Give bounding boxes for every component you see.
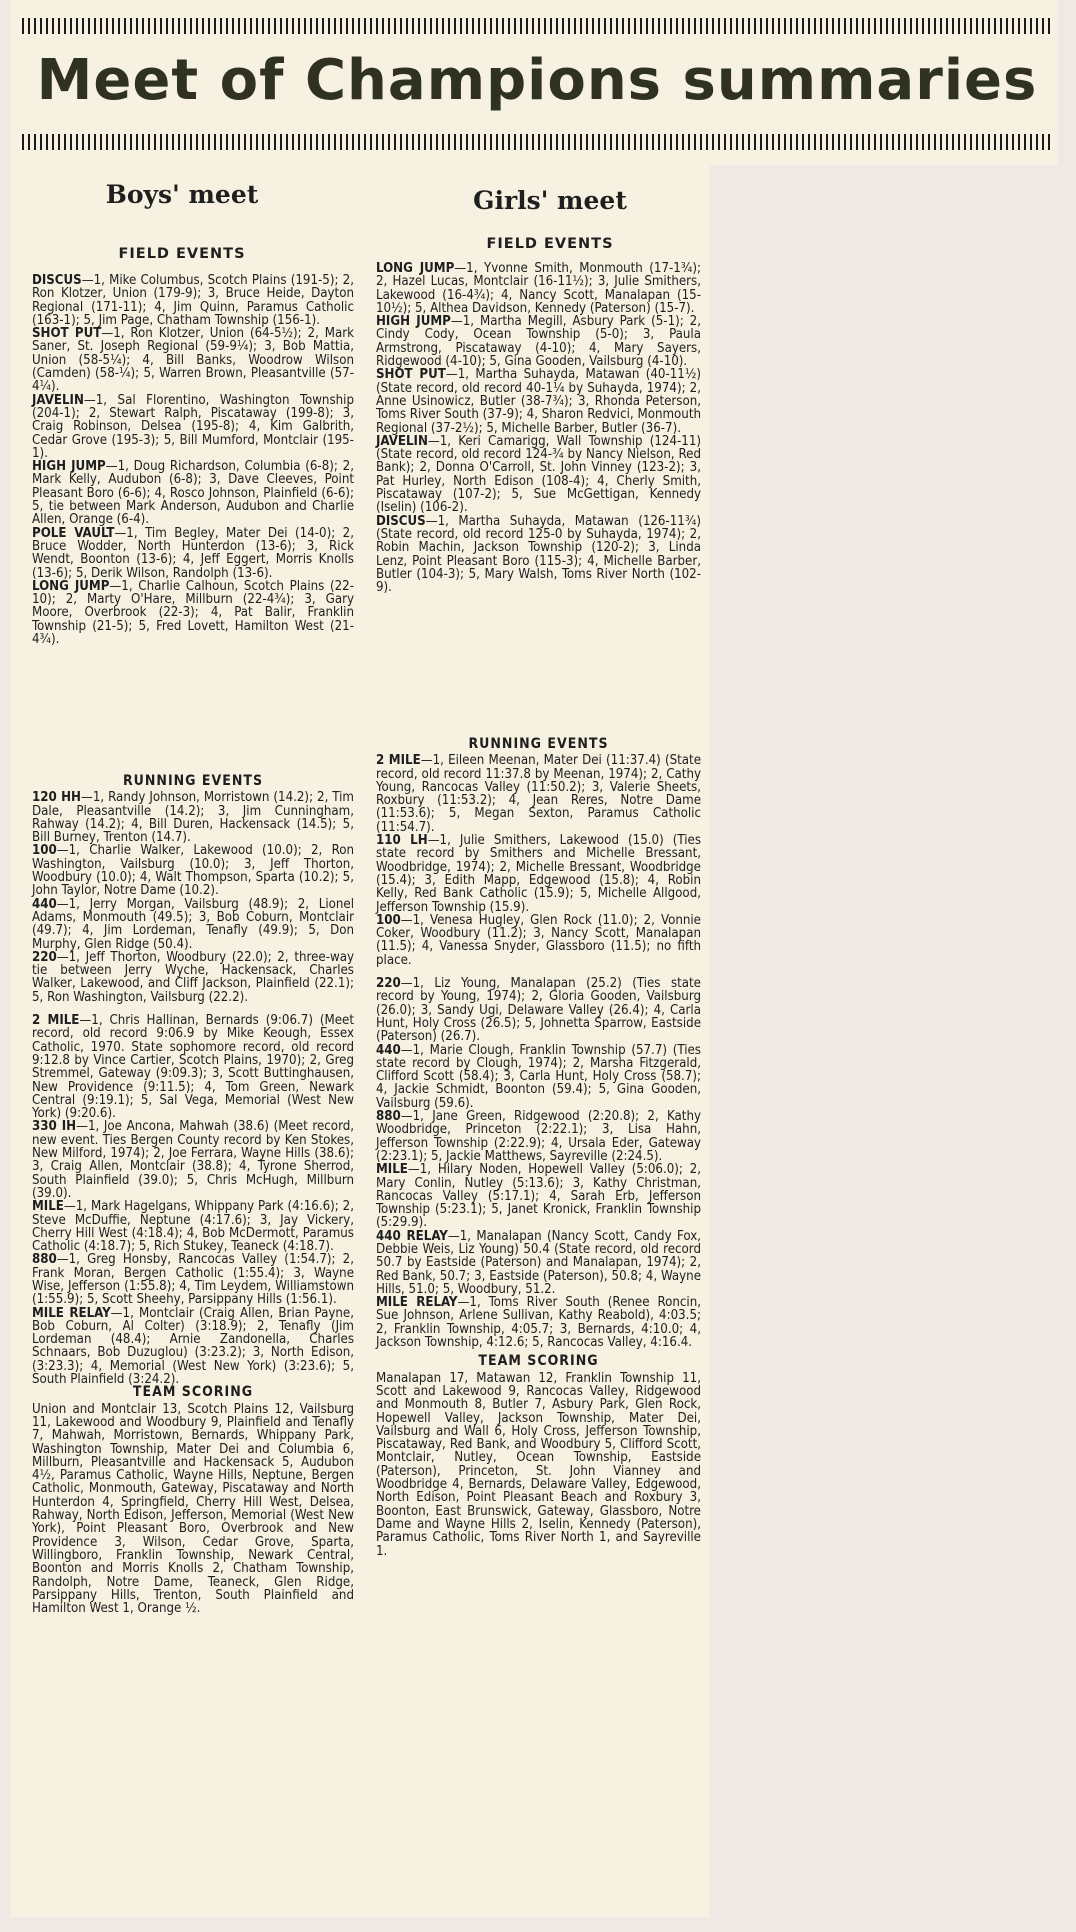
girls-running-events — [376, 754, 701, 1349]
event-results: —1, Mike Columbus, Scotch Plains (191-5); 2, Ron Klotzer, Union (179-9); 3, Bruce Heide, Dayton Regional (171-11); 4, Jim Quinn, Paramus Catholic (163-1); 5, Jim Page, Chatham Township (156-1). — [32, 273, 354, 328]
result-entry — [32, 951, 354, 1004]
event-results: —1, Keri Camarigg, Wall Township (124-11) (State record, old record 124-¾ by Nancy Nielson, Red Bank); 2, Donna O'Carroll, St. John Vinney (123-2); 3, Pat Hurley, North Edison (108-4); 4, Cherly Smith, Piscataway (107-2); 5, Sue McGettigan, Kennedy (Iselin) (106-2). — [376, 433, 701, 516]
result-entry — [32, 394, 354, 460]
event-name: MILE RELAY — [376, 1295, 458, 1311]
event-results: —1, Hilary Noden, Hopewell Valley (5:06.0); 2, Mary Conlin, Nutley (5:13.6); 3, Kathy Christman, Rancocas Valley (5:17.1); 4, Sarah Erb, Jefferson Township (5:23.1); 5, Janet Kronick, Franklin Township (5:29.9). — [376, 1162, 701, 1231]
event-results: —1, Tim Begley, Mater Dei (14-0); 2, Bruce Wodder, North Hunterdon (13-6); 3, Rick Wendt, Boonton (13-6); 4, Jeff Eggert, Morris Knolls (13-6); 5, Derik Wilson, Randolph (13-6). — [32, 525, 354, 581]
event-name: HIGH JUMP — [376, 314, 451, 330]
event-results: —1, Venesa Hugley, Glen Rock (11.0); 2, Vonnie Coker, Woodbury (11.2); 3, Nancy Scott, Manalapan (11.5); 4, Vanessa Snyder, Glassboro (11.5); no fifth place. — [376, 912, 701, 968]
event-results: —1, Martha Megill, Asbury Park (5-1); 2, Cindy Cody, Ocean Township (5-0); 3, Paula Armstrong, Piscataway (4-10); 4, Mary Sayers, Ridgewood (4-10); 5, Gina Gooden, Vailsburg (4-10). — [376, 314, 701, 370]
girls-field-head: FIELD EVENTS — [486, 236, 614, 252]
event-name: MILE — [376, 1162, 408, 1178]
event-results: —1, Montclair (Craig Allen, Brian Payne, Bob Coburn, Al Colter) (3:18.9); 2, Tenafly (Jim Lordeman (48.4); Arnie Zandonella, Charles Schnaars, Bob Duzuglou) (3:23.2); 3, North Edison, (3:23.3); 4, Memorial (West New York) (3:23.6); 5, South Plainfield (3:24.2). — [32, 1305, 354, 1388]
result-entry — [32, 580, 354, 646]
event-name: JAVELIN — [32, 392, 84, 408]
result-entry — [32, 1307, 354, 1387]
event-name: 330 IH — [32, 1119, 77, 1135]
event-results: —1, Greg Honsby, Rancocas Valley (1:54.7); 2, Frank Moran, Bergen Catholic (1:55.4); 3, Wayne Wise, Jefferson (1:55.8); 4, Tim Leydem, Williamstown (1:55.9); 5, Scott Sheehy, Parsippany Hills (1:56.1). — [32, 1252, 354, 1308]
event-name: LONG JUMP — [32, 578, 110, 594]
event-results: —1, Martha Suhayda, Matawan (126-11¾) (State record, old record 125-0 by Suhayda, 1974); 2, Robin Machin, Jackson Township (120-2); 3, Linda Lenz, Point Pleasant Boro (115-3); 4, Michelle Barber, Butler (104-3); 5, Mary Walsh, Toms River North (102-9). — [376, 513, 701, 596]
result-entry — [376, 262, 701, 315]
event-name: 100 — [376, 912, 401, 928]
girls-title: Girls' meet — [473, 186, 627, 215]
result-entry — [376, 1163, 701, 1229]
event-results: —1, Joe Ancona, Mahwah (38.6) (Meet record, new event. Ties Bergen County record by Ken Stokes, New Milford, 1974); 2, Joe Ferrara, Wayne Hills (38.6); 3, Craig Allen, Montclair (38.8); 4, Tyrone Sherrod, South Plainfield (39.0); 5, Chris McHugh, Millburn (39.0). — [32, 1119, 355, 1201]
event-name: 440 RELAY — [376, 1228, 448, 1244]
event-name: 440 — [32, 896, 57, 912]
event-name: 120 HH — [32, 790, 81, 806]
result-entry — [32, 1253, 354, 1306]
boys-field-events — [32, 274, 354, 646]
result-entry — [376, 1044, 701, 1110]
boys-field-head: FIELD EVENTS — [118, 246, 246, 262]
girls-running-section — [376, 736, 701, 1558]
event-results: —1, Jeff Thorton, Woodbury (22.0); 2, three-way tie between Jerry Wyche, Hackensack, Charles Walker, Lakewood, and Cliff Jackson, Plainfield (22.1); 5, Ron Washington, Vailsburg (22.2). — [32, 949, 354, 1005]
girls-team-text: Manalapan 17, Matawan 12, Franklin Township 11, Scott and Lakewood 9, Rancocas Valley, Ridgewood and Monmouth 8, Butler 7, Asbury Park, Glen Rock, Hopewell Valley, Jackson Township, Mater Dei, Vailsburg and Wall 6, Holy Cross, Jefferson Township, Piscataway, Red Bank, and Woodbury 5, Clifford Scott, Montclair, Nutley, Ocean Township, Eastside (Paterson), Princeton, St. John Vianney and Woodbridge 4, Bernards, Delaware Valley, Edgewood, North Edison, Point Pleasant Beach and Roxbury 3, Boonton, East Brunswick, Gateway, Glassboro, Notre Dame and Wayne Hills 2, Iselin, Kennedy (Paterson), Paramus Catholic, Toms River North 1, and Sayreville 1. — [376, 1370, 701, 1559]
event-results: —1, Eileen Meenan, Mater Dei (11:37.4) (State record, old record 11:37.8 by Meenan, 1974); 2, Cathy Young, Rancocas Valley (11:50.2); 3, Valerie Sheets, Roxbury (11:53.2); 4, Jean Reres, Notre Dame (11:53.6); 5, Megan Sexton, Paramus Catholic (11:54.7). — [376, 753, 702, 835]
result-entry — [32, 1200, 354, 1253]
page-title: Meet of Champions summaries — [36, 48, 1038, 113]
boys-title: Boys' meet — [105, 180, 259, 209]
result-entry — [376, 834, 701, 914]
event-results: —1, Doug Richardson, Columbia (6-8); 2, Mark Kelly, Audubon (6-8); 3, Dave Cleeves, Point Pleasant Boro (6-6); 4, Rosco Johnson, Plainfield (6-6); 5, tie between Mark Anderson, Audubon and Charlie Allen, Orange (6-4). — [32, 459, 354, 528]
boys-team-text: Union and Montclair 13, Scotch Plains 12, Vailsburg 11, Lakewood and Woodbury 9, Plainfield and Tenafly 7, Mahwah, Morristown, Bernards, Whippany Park, Washington Township, Mater Dei and Columbia 6, Millburn, Pleasantville and Hackensack 5, Audubon 4½, Paramus Catholic, Wayne Hills, Neptune, Bergen Catholic, Monmouth, Gateway, Piscataway and North Hunterdon 4, Springfield, Cherry Hill West, Delsea, Rahway, North Edison, Jefferson, Memorial (West New York), Point Pleasant Boro, Overbrook and New Providence 3, Wilson, Cedar Grove, Sparta, Willingboro, Franklin Township, Newark Central, Boonton and Morris Knolls 2, Chatham Township, Randolph, Notre Dame, Teaneck, Glen Ridge, Parsippany Hills, Trenton, South Plainfield and Hamilton West 1, Orange ½. — [32, 1401, 354, 1617]
event-results: —1, Martha Suhayda, Matawan (40-11½) (State record, old record 40-1¼ by Suhayda, 1974); 2, Anne Usinowicz, Butler (38-7¾); 3, Rhonda Peterson, Toms River South (37-9); 4, Sharon Redvici, Monmouth Regional (37-2½); 5, Michelle Barber, Butler (36-7). — [376, 367, 701, 436]
result-entry — [32, 791, 354, 844]
girls-running-head: RUNNING EVENTS — [468, 736, 609, 752]
boys-running-head: RUNNING EVENTS — [122, 773, 264, 789]
result-entry — [32, 460, 354, 526]
result-entry — [32, 527, 354, 580]
event-results: —1, Chris Hallinan, Bernards (9:06.7) (Meet record, old record 9:06.9 by Mike Keough, Essex Catholic, 1970. State sophomore record, old record 9:12.8 by Vince Cartier, Scotch Plains, 1970); 2, Greg Stremmel, Gateway (9:09.3); 3, Scott Buttinghausen, New Providence (9:11.5); 4, Tom Green, Newark Central (9:19.1); 5, Sal Vega, Memorial (West New York) (9:20.6). — [32, 1013, 354, 1122]
event-name: DISCUS — [376, 513, 426, 529]
event-results: —1, Marie Clough, Franklin Township (57.7) (Ties state record by Clough, 1974); 2, Marsha Fitzgerald, Clifford Scott (58.4); 3, Carla Hunt, Holy Cross (58.7); 4, Jackie Schmidt, Boonton (59.4); 5, Gina Gooden, Vailsburg (59.6). — [376, 1042, 701, 1111]
event-name: 880 — [376, 1109, 401, 1125]
event-name: 110 LH — [376, 833, 428, 849]
event-name: LONG JUMP — [376, 261, 455, 276]
result-entry — [376, 515, 701, 595]
boys-running-section — [32, 773, 354, 1615]
event-results: —1, Julie Smithers, Lakewood (15.0) (Ties state record by Smithers and Michelle Bressant, Woodbridge, 1974); 2, Michelle Bressant, Woodbridge (15.4); 3, Edith Mapp, Edgewood (15.8); 4, Robin Kelly, Red Bank Catholic (15.9); 5, Michelle Allgood, Jefferson Township (15.9). — [376, 833, 702, 915]
event-name: SHOT PUT — [32, 326, 102, 342]
result-entry — [32, 1014, 354, 1120]
event-results: —1, Randy Johnson, Morristown (14.2); 2, Tim Dale, Pleasantville (14.2); 3, Jim Cunningham, Rahway (14.2); 4, Bill Duren, Hackensack (14.5); 5, Bill Burney, Trenton (14.7). — [32, 790, 354, 846]
boys-team-head: TEAM SCORING — [132, 1384, 254, 1401]
event-name: 220 — [376, 976, 401, 992]
event-results: —1, Charlie Calhoun, Scotch Plains (22-10); 2, Marty O'Hare, Millburn (22-4¾); 3, Gary Moore, Overbrook (22-3); 4, Pat Balir, Franklin Township (21-5); 5, Fred Lovett, Hamilton West (21-4¾). — [32, 578, 354, 648]
girls-team-head: TEAM SCORING — [478, 1353, 599, 1370]
result-entry — [32, 327, 354, 393]
result-entry — [376, 1110, 701, 1163]
result-entry — [376, 977, 701, 1043]
event-name: 440 — [376, 1042, 401, 1058]
result-entry — [32, 844, 354, 897]
event-name: MILE RELAY — [32, 1305, 111, 1321]
event-results: —1, Liz Young, Manalapan (25.2) (Ties state record by Young, 1974); 2, Gloria Gooden, Vailsburg (26.0); 3, Sandy Ugi, Delaware Valley (26.4); 4, Carla Hunt, Holy Cross (26.5); 5, Johnetta Sparrow, Eastside (Paterson) (26.7). — [376, 976, 701, 1045]
event-name: SHOT PUT — [376, 367, 446, 383]
event-name: 220 — [32, 949, 57, 965]
event-name: HIGH JUMP — [32, 459, 106, 475]
result-entry — [376, 315, 701, 368]
result-entry — [376, 1296, 701, 1349]
event-results: —1, Charlie Walker, Lakewood (10.0); 2, Ron Washington, Vailsburg (10.0); 3, Jeff Thorton, Woodbury (10.0); 4, Walt Thompson, Sparta (10.2); 5, John Taylor, Notre Dame (10.2). — [32, 843, 354, 899]
result-entry — [376, 1230, 701, 1296]
bottom-rule — [22, 134, 1052, 150]
event-results: —1, Manalapan (Nancy Scott, Candy Fox, Debbie Weis, Liz Young) 50.4 (State record, old record 50.7 by Eastside (Paterson) and Manalapan, 1974); 2, Red Bank, 50.7; 3, Eastside (Paterson), 50.8; 4, Wayne Hills, 51.0; 5, Woodbury, 51.2. — [376, 1228, 701, 1297]
event-results: —1, Sal Florentino, Washington Township (204-1); 2, Stewart Ralph, Piscataway (199-8); 3, Craig Robinson, Delsea (195-8); 4, Kim Galbrith, Cedar Grove (195-3); 5, Bill Mumford, Montclair (195-1). — [32, 392, 354, 461]
result-entry — [376, 368, 701, 434]
event-name: DISCUS — [32, 273, 82, 288]
event-name: 100 — [32, 843, 57, 859]
event-results: —1, Jerry Morgan, Vailsburg (48.9); 2, Lionel Adams, Monmouth (49.5); 3, Bob Coburn, Montclair (49.7); 4, Jim Lordeman, Tenafly (49.9); 5, Don Murphy, Glen Ridge (50.4). — [32, 896, 354, 952]
girls-field-events — [376, 262, 701, 594]
event-name: POLE VAULT — [32, 525, 115, 541]
result-entry — [376, 914, 701, 967]
event-name: 880 — [32, 1252, 57, 1268]
result-entry — [376, 754, 701, 834]
event-results: —1, Jane Green, Ridgewood (2:20.8); 2, Kathy Woodbridge, Princeton (2:22.1); 3, Lisa Hahn, Jefferson Township (2:22.9); 4, Ursala Eder, Gateway (2:23.1); 5, Jackie Matthews, Sayreville (2:24.5). — [376, 1109, 701, 1164]
result-entry — [32, 274, 354, 327]
top-rule — [22, 18, 1052, 34]
boys-running-events — [32, 791, 354, 1386]
event-name: MILE — [32, 1199, 64, 1215]
result-entry — [376, 435, 701, 515]
event-results: —1, Ron Klotzer, Union (64-5½); 2, Mark Saner, St. Joseph Regional (59-9¼); 3, Bob Mattia, Union (58-5¼); 4, Bill Banks, Woodrow Wilson (Camden) (58-¼); 5, Warren Brown, Pleasantville (57-4¼). — [32, 326, 354, 395]
event-results: —1, Mark Hagelgans, Whippany Park (4:16.6); 2, Steve McDuffie, Neptune (4:17.6); 3, Jay Vickery, Cherry Hill West (4:18.4); 4, Bob McDermott, Paramus Catholic (4:18.7); 5, Rich Stukey, Teaneck (4:18.7). — [32, 1199, 354, 1255]
result-entry — [32, 1120, 354, 1200]
event-results: —1, Yvonne Smith, Monmouth (17-1¾); 2, Hazel Lucas, Montclair (16-11½); 3, Julie Smithers, Lakewood (16-4¾); 4, Nancy Scott, Manalapan (15-10½); 5, Althea Davidson, Kennedy (Paterson) (15-7). — [376, 261, 701, 316]
event-name: 2 MILE — [376, 753, 421, 769]
event-name: JAVELIN — [376, 433, 428, 449]
event-results: —1, Toms River South (Renee Roncin, Sue Johnson, Arlene Sullivan, Kathy Reabold), 4:03.5; 2, Franklin Township, 4:05.7; 3, Bernards, 4:10.0; 4, Jackson Township, 4:12.6; 5, Rancocas Valley, 4:16.4. — [376, 1295, 701, 1351]
result-entry — [32, 898, 354, 951]
event-name: 2 MILE — [32, 1013, 80, 1029]
